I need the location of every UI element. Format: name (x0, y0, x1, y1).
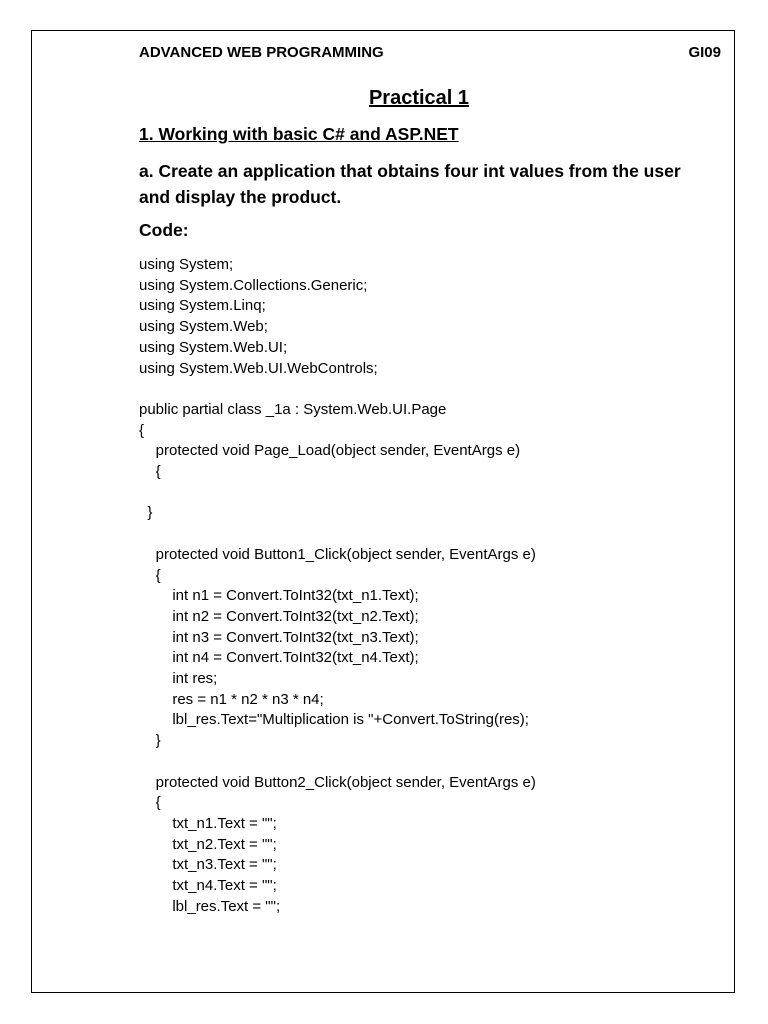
code-label: Code: (139, 220, 189, 240)
code-listing: using System; using System.Collections.Generic; using System.Linq; using System.Web; using System.Web.UI; using System.Web.UI.WebControls; public partial class _1a : System.Web.UI.Page { protected void Page_Load(object sender, EventArgs e) { } protected void Button1_Click(object sender, EventArgs e) { int n1 = Convert.ToInt32(txt_n1.Text); int n2 = Convert.ToInt32(txt_n2.Text); int n3 = Convert.ToInt32(txt_n3.Text); int n4 = Convert.ToInt32(txt_n4.Text); int res; res = n1 * n2 * n3 * n4; lbl_res.Text="Multiplication is "+Convert.ToString(res); } protected void Button2_Click(object sender, EventArgs e) { txt_n1.Text = ""; txt_n2.Text = ""; txt_n3.Text = ""; txt_n4.Text = ""; lbl_res.Text = ""; (139, 256, 536, 915)
practical-title: Practical 1 (368, 87, 470, 109)
question-text: a. Create an application that obtains four int values from the user and display the product. (139, 161, 681, 207)
section-heading: 1. Working with basic C# and ASP.NET (139, 124, 459, 144)
header-roll-number: GI09 (688, 44, 721, 61)
header-course-title: ADVANCED WEB PROGRAMMING (139, 44, 384, 61)
